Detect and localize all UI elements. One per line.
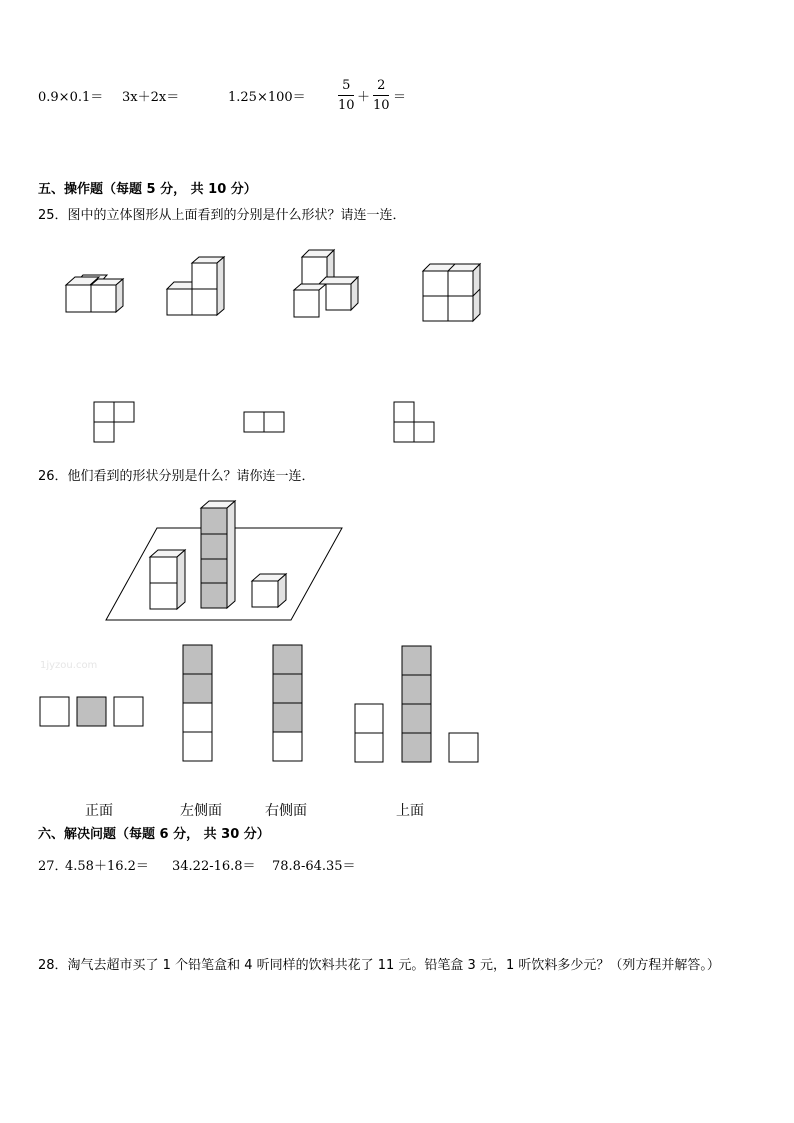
question-27-expr-3: 78.8-64.35＝ (272, 859, 356, 874)
fraction-1-numerator: 5 (342, 78, 351, 93)
equals-sign: ＝ (393, 90, 407, 105)
question-26: 26．他们看到的形状分别是什么？请你连一连． (38, 469, 315, 484)
cube-stacks-scene (106, 501, 342, 620)
fraction-2-numerator: 2 (377, 78, 386, 93)
solid-a-two-by-one-cubes (66, 275, 123, 312)
fraction-1-denominator: 10 (338, 98, 355, 113)
expr-3: 1.25×100＝ (228, 90, 306, 105)
question-28: 28．淘气去超市买了 1 个铅笔盒和 4 听同样的饮料共花了 11 元。铅笔盒 3 元，1 听饮料多少元？（列方程并解答。） (38, 958, 720, 973)
plus-sign: ＋ (357, 90, 371, 105)
question-27-number: 27． (38, 859, 68, 874)
label-front: 正面 (85, 803, 113, 819)
section-5-title: 五、操作题（每题 5 分， 共 10 分） (38, 182, 257, 197)
question-27-expr-1: 4.58＋16.2＝ (65, 859, 149, 874)
view-shape-row-of-three (40, 697, 143, 726)
view-shape-column-three-shaded (273, 645, 302, 761)
question-25: 25．图中的立体图形从上面看到的分别是什么形状？请连一连． (38, 208, 406, 223)
label-top: 上面 (396, 803, 424, 819)
question-27-expr-2: 34.22-16.8＝ (172, 859, 256, 874)
label-left-side: 左侧面 (180, 803, 222, 819)
top-view-l-shape-b (394, 402, 434, 442)
solid-b-l-shape-cubes (167, 257, 224, 315)
expr-1: 0.9×0.1＝ (38, 90, 104, 105)
label-right-side: 右侧面 (265, 803, 307, 819)
expr-2: 3x＋2x＝ (122, 90, 180, 105)
view-shape-stepped (355, 646, 478, 762)
top-view-two-squares (244, 412, 284, 432)
solid-c-corner-cubes (294, 250, 358, 317)
fraction-2-denominator: 10 (373, 98, 390, 113)
section-6-title: 六、解决问题（每题 6 分， 共 30 分） (38, 827, 270, 842)
solid-d-two-by-two-cubes (423, 264, 480, 321)
top-view-l-shape-a (94, 402, 134, 442)
watermark: 1jyzou.com (40, 660, 98, 671)
view-shape-column-two-shaded (183, 645, 212, 761)
